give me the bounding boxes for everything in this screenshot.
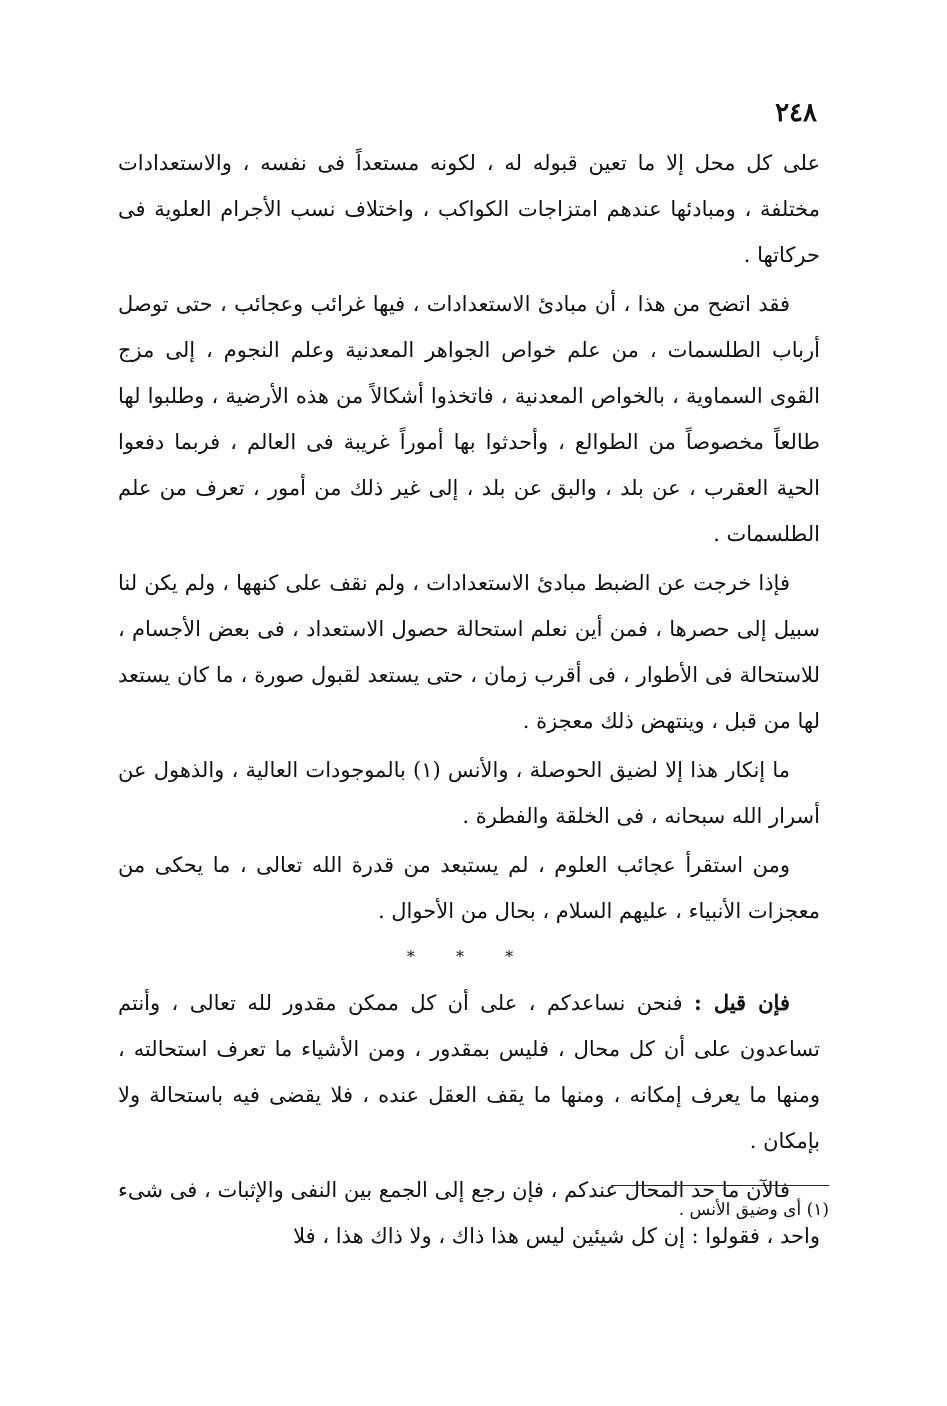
footnote-divider — [611, 1185, 829, 1186]
paragraph-2: فقد اتضح من هذا ، أن مبادئ الاستعدادات ، فيها غرائب وعجائب ، حتى توصل أرباب الطلسمات ، من علم خواص الجواهر المعدنية وعلم النجوم ، إلى مزج القوى السماوية ، بالخواص المعدنية ، فاتخذوا أشكالاً من هذه الأرضية ، وطلبوا لها طالعاً مخصوصاً من الطوالع ، وأحدثوا بها أموراً غريبة فى العالم ، فربما دفعوا الحية العقرب ، عن بلد ، والبق عن بلد ، إلى غير ذلك من أمور ، تعرف من علم الطلسمات . — [118, 292, 820, 546]
footnote: (١) أى وضيق الأنس . — [678, 1200, 829, 1220]
paragraph-6-lead: فإن قيل : — [694, 990, 790, 1015]
paragraph-4: ما إنكار هذا إلا لضيق الحوصلة ، والأنس (١) بالموجودات العالية ، والذهول عن أسرار الله سبحانه ، فى الخلقة والفطرة . — [118, 758, 820, 828]
paragraph-6-text: فنحن نساعدكم ، على أن كل ممكن مقدور لله تعالى ، وأنتم تساعدون على أن كل محال ، فليس بمقدور ، ومن الأشياء ما تعرف استحالته ، ومنها ما يعرف إمكانه ، ومنها ما يقف العقل عنده ، فلا يقضى فيه باستحالة ولا بإمكان . — [118, 991, 820, 1153]
section-separator: * * * — [406, 947, 532, 966]
paragraph-1: على كل محل إلا ما تعين قبوله له ، لكونه مستعداً فى نفسه ، والاستعدادات مختلفة ، ومبادئها عندهم امتزاجات الكواكب ، واختلاف نسب الأجرام العلوية فى حركاتها . — [118, 151, 820, 267]
paragraph-7-text: فالآن ما حد المحال عندكم ، فإن رجع إلى الجمع بين النفى والإثبات ، فى شىء واحد ، فقولوا : إن كل شيئين ليس هذا ذاك ، ولا ذاك هذا ، فلا — [118, 1178, 820, 1248]
paragraph-3: فإذا خرجت عن الضبط مبادئ الاستعدادات ، ولم نقف على كنهها ، ولم يكن لنا سبيل إلى حصرها ، فمن أين نعلم استحالة حصول الاستعداد ، فى بعض الأجسام ، للاستحالة فى الأطوار ، فى أقرب زمان ، حتى يستعد لقبول صورة ، ما كان يستعد لها من قبل ، وينتهض ذلك معجزة . — [118, 571, 820, 733]
page-number: ٢٤٨ — [775, 98, 817, 128]
main-text — [118, 140, 820, 1259]
paragraph-5: ومن استقرأ عجائب العلوم ، لم يستبعد من قدرة الله تعالى ، ما يحكى من معجزات الأنبياء ، عليهم السلام ، بحال من الأحوال . — [118, 853, 820, 923]
paragraph-6 — [118, 980, 820, 1164]
